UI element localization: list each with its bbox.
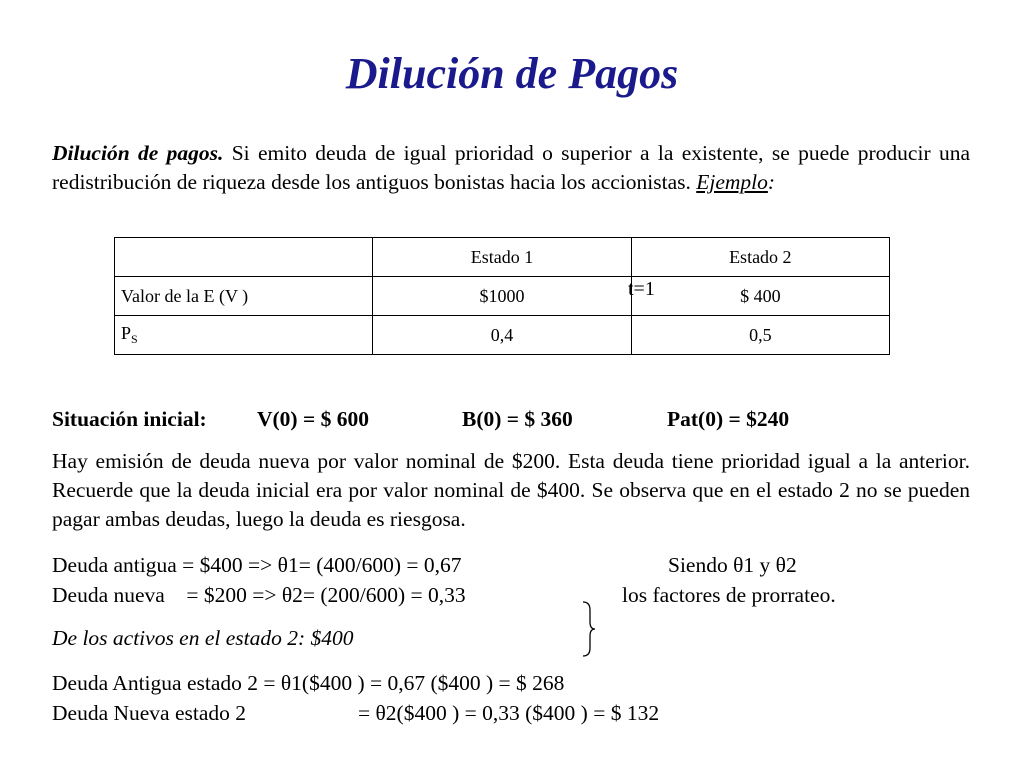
example-label: Ejemplo [696, 170, 768, 194]
table-row [115, 277, 890, 316]
table-cell: 0,5 [631, 316, 889, 355]
table-header-cell: Estado 1 [373, 238, 631, 277]
new-debt-result-calc: = θ2($400 ) = 0,33 ($400 ) = $ 132 [358, 701, 660, 725]
new-debt-result-label: Deuda Nueva estado 2 [52, 701, 247, 725]
table-cell: $1000 [373, 277, 631, 316]
situation-label: Situación inicial: [52, 407, 207, 431]
table-cell: 0,4 [373, 316, 631, 355]
table-header-cell [115, 238, 373, 277]
table-row-label [115, 316, 373, 355]
factors-note-line1: Siendo θ1 y θ2 [668, 553, 797, 577]
situation-v0: V(0) = $ 600 [257, 407, 369, 431]
intro-paragraph [52, 139, 970, 197]
new-debt-factor: Deuda nueva = $200 => θ2= (200/600) = 0,33 [52, 583, 466, 607]
old-debt-result: Deuda Antigua estado 2 = θ1($400 ) = 0,67 ($400 ) = $ 268 [52, 671, 565, 695]
slide-title: Dilución de Pagos [345, 49, 679, 98]
table-row [115, 316, 890, 355]
ps-main: P [121, 323, 132, 343]
intro-text: Si emito deuda de igual prioridad o superior a la existente, se puede producir una redistribución de riqueza desde los antiguos bonistas hacia los accionistas. [52, 141, 970, 194]
states-table [114, 237, 890, 355]
situation-pat0: Pat(0) = $240 [667, 407, 790, 431]
example-colon: : [767, 170, 776, 194]
factors-note-line2: los factores de prorrateo. [622, 583, 836, 607]
brace-icon [581, 600, 597, 658]
table-row-label: Valor de la E (V ) [115, 277, 373, 316]
intro-lead: Dilución de pagos. [52, 141, 224, 165]
situation-b0: B(0) = $ 360 [462, 407, 573, 431]
table-cell: $ 400 [631, 277, 889, 316]
ps-subscript: S [131, 332, 138, 346]
table-header-cell: Estado 2 [631, 238, 889, 277]
old-debt-factor: Deuda antigua = $400 => θ1= (400/600) = 0,67 [52, 553, 462, 577]
emission-paragraph: Hay emisión de deuda nueva por valor nominal de $200. Esta deuda tiene prioridad igual a la anterior. Recuerde que la deuda inicial era por valor nominal de $400. Se observa que en el estado 2 no se pueden pagar ambas deudas, luego la deuda es riesgosa. [52, 449, 970, 531]
table-header-row [115, 238, 890, 277]
time-label: t=1 [628, 278, 655, 300]
assets-state2: De los activos en el estado 2: $400 [52, 626, 354, 650]
